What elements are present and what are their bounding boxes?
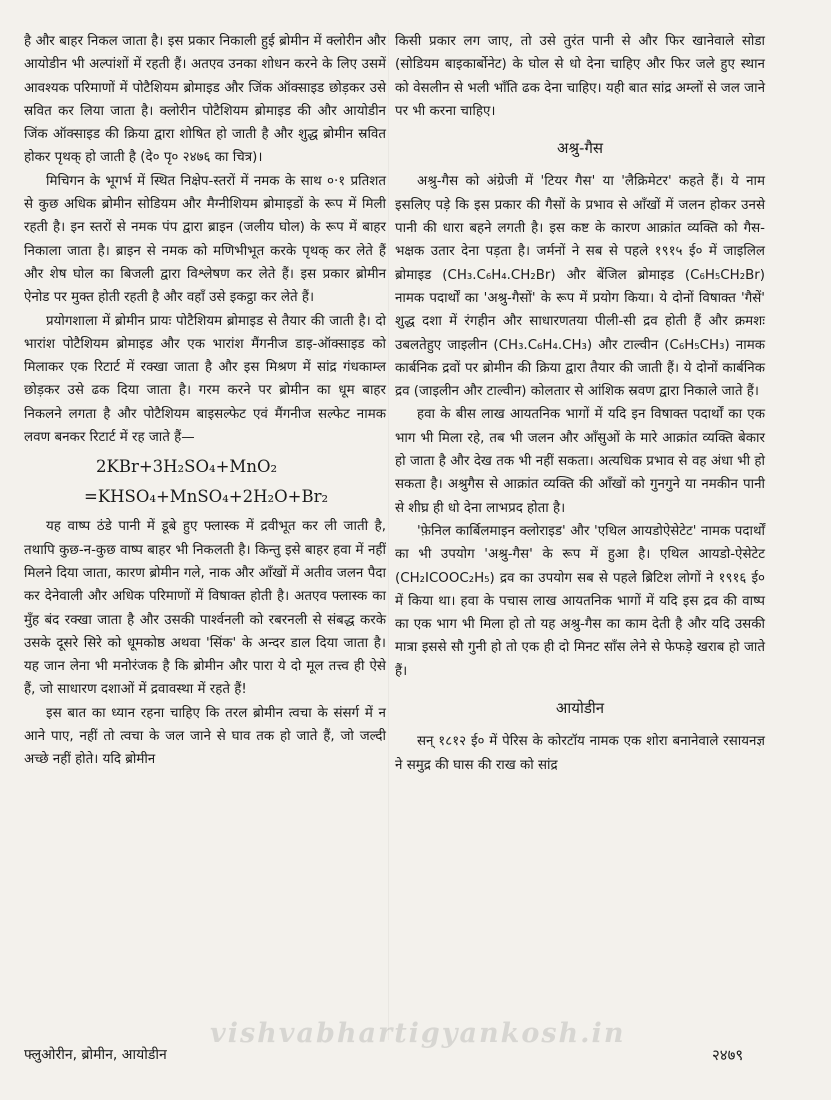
left-paragraph-5: इस बात का ध्यान रहना चाहिए कि तरल ब्रोमीन त्वचा के संसर्ग में न आने पाए, नहीं तो त्वचा के जल जाने से घाव तक हो जाते हैं, जो जल्दी अच्छे नहीं होते। यदि ब्रोमीन — [24, 705, 386, 768]
left-paragraph-1: है और बाहर निकल जाता है। इस प्रकार निकाली हुई ब्रोमीन में क्लोरीन और आयोडीन भी अल्पांशों में रहती हैं। अतएव उनका शोधन करने के लिए उसमें आवश्यक परिमाणों में पोटैशियम ब्रोमाइड और जिंक ऑक्साइड छोड़कर उसे स्रवित कर लिया जाता है। क्लोरीन पोटैशियम ब्रोमाइड की और आयोडीन जिंक ऑक्साइड की क्रिया द्वारा शोषित हो जाती है और शुद्ध ब्रोमीन स्रवित होकर पृथक् हो जाती है (दे० पृ० २४७६ का चित्र)। — [24, 34, 386, 166]
page-number: २४७९ — [712, 1046, 744, 1064]
right-paragraph-1: किसी प्रकार लग जाए, तो उसे तुरंत पानी से और फिर खानेवाले सोडा (सोडियम बाइकार्बोनेट) के घोल से धो देना चाहिए और फिर जले हुए स्थान को वेसलीन से भली भाँति ढक देना चाहिए। यही बात सांद्र अम्लों से जल जाने पर भी करना चाहिए। — [395, 34, 765, 119]
left-paragraph-3: प्रयोगशाला में ब्रोमीन प्रायः पोटैशियम ब्रोमाइड से तैयार की जाती है। दो भारांश पोटैशियम ब्रोमाइड और एक भारांश मैंगनीज डाइ-ऑक्साइड को मिलाकर एक रिटार्ट में रक्खा जाता है और इस मिश्रण में सांद्र गंधकाम्ल छोड़कर उसे ढक दिया जाता है। गरम करने पर ब्रोमीन का धूम बाहर निकलने लगता है और पोटैशियम बाइसल्फेट एवं मैंगनीज सल्फेट नामक लवण बनकर रिटार्ट में रह जाते हैं— — [24, 313, 386, 446]
watermark: vishvabhartigyankosh.in — [210, 1018, 626, 1049]
section-heading-tear-gas: अश्रु-गैस — [556, 139, 604, 158]
right-paragraph-2: अश्रु-गैस को अंग्रेजी में 'टियर गैस' या 'लैक्रिमेटर' कहते हैं। ये नाम इसलिए पड़े कि इस प्रकार की गैसों के प्रभाव से आँखों में जलन होकर उनसे पानी की धारा बहने लगती है। इस कष्ट के कारण आक्रांत व्यक्ति को गैस-भक्षक उतार देना पड़ता है। जर्मनों ने सब से पहले १९१५ ई० में जाइलिल ब्रोमाइड (CH₃.C₆H₄.CH₂Br) और बेंजिल ब्रोमाइड (C₆H₅CH₂Br) नामक पदार्थों का 'अश्रु-गैसों' के रूप में प्रयोग किया। ये दोनों विषाक्त 'गैसें' शुद्ध दशा में रंगहीन और साधारणतया पीली-सी द्रव होती हैं और क्रमशः उबलतेहुए जाइलीन (CH₃.C₆H₄.CH₃) और टाल्वीन (C₆H₅CH₃) नामक कार्बनिक द्रवों पर ब्रोमीन की क्रिया द्वारा तैयार की जाती हैं। ये दोनों कार्बनिक द्रव (जाइलीन और टाल्वीन) कोलतार से आंशिक स्रवण द्वारा निकाले जाते हैं। — [395, 174, 765, 400]
equation-line-2: =KHSO₄+MnSO₄+2H₂O+Br₂ — [84, 487, 329, 507]
running-title: फ्लुओरीन, ब्रोमीन, आयोडीन — [24, 1047, 167, 1063]
right-paragraph-3: हवा के बीस लाख आयतनिक भागों में यदि इन विषाक्त पदार्थों का एक भाग भी मिला रहे, तब भी जलन और आँसुओं के मारे आक्रांत व्यक्ति बेकार हो जाता है और देख तक भी नहीं सकता। अत्यधिक प्रभाव से वह अंधा भी हो सकता है। अश्रुगैस से आक्रांत व्यक्ति की आँखों को गुनगुने या नमकीन पानी से शीघ्र ही धो देना लाभप्रद होता है। — [395, 407, 765, 516]
section-heading-iodine: आयोडीन — [555, 699, 605, 718]
right-column — [395, 30, 765, 777]
left-paragraph-4: यह वाष्प ठंडे पानी में डूबे हुए फ्लास्क में द्रवीभूत कर ली जाती है, तथापि कुछ-न-कुछ वाष्प बाहर भी निकलती है। किन्तु इसे बाहर हवा में नहीं मिलने दिया जाता, कारण ब्रोमीन गले, नाक और आँखों में अतीव जलन पैदा कर देनेवाली और अधिक परिमाणों में विषाक्त होती है। अतएव फ्लास्क का मुँह बंद रक्खा जाता है और उसकी पार्श्वनली को रबरनली से संबद्ध करके उसके दूसरे सिरे को धूमकोष्ठ अथवा 'सिंक' के अन्दर डाल दिया जाता है। यह जान लेना भी मनोरंजक है कि ब्रोमीन और पारा ये दो मूल तत्त्व ही ऐसे हैं, जो साधारण दशाओं में द्रवावस्था में रहते हैं! — [24, 519, 386, 698]
left-paragraph-2: मिचिगन के भूगर्भ में स्थित निक्षेप-स्तरों में नमक के साथ ०·१ प्रतिशत से कुछ अधिक ब्रोमीन सोडियम और मैग्नीशियम ब्रोमाइडों के रूप में मिली रहती है। इन स्तरों से नमक पंप द्वारा ब्राइन (जलीय घोल) के रूप में बाहर निकाला जाता है। ब्राइन से नमक को मणिभीभूत करके पृथक् कर लेते हैं और शेष घोल का बिजली द्वारा विश्लेषण कर लेते हैं। इस प्रकार ब्रोमीन ऐनोड पर मुक्त होती रहती है और वहाँ उसे इकट्ठा कर लेते हैं। — [24, 173, 386, 306]
right-paragraph-4: 'फ़ेनिल कार्बिलमाइन क्लोराइड' और 'एथिल आयडोऐसेटेट' नामक पदार्थों का भी उपयोग 'अश्रु-गैस' के रूप में हुआ है। एथिल आयडो-ऐसेटेट (CH₂ICOOC₂H₅) द्रव का उपयोग सब से पहले ब्रिटिश लोगों ने १९१६ ई० में किया था। हवा के पचास लाख आयतनिक भागों में यदि इस द्रव की वाष्प का एक भाग भी मिला हो तो यह अश्रु-गैस का काम देती है और यदि उसकी मात्रा इससे सौ गुनी हो तो एक ही दो मिनट साँस लेने से फेफड़े खराब हो जाते हैं। — [395, 523, 765, 679]
equation-line-1: 2KBr+3H₂SO₄+MnO₂ — [96, 457, 278, 477]
left-column — [24, 30, 386, 772]
column-gutter — [388, 30, 389, 1040]
right-paragraph-5: सन् १८१२ ई० में पेरिस के कोरटॉय नामक एक शोरा बनानेवाले रसायनज्ञ ने समुद्र की घास की राख को सांद्र — [395, 734, 765, 773]
